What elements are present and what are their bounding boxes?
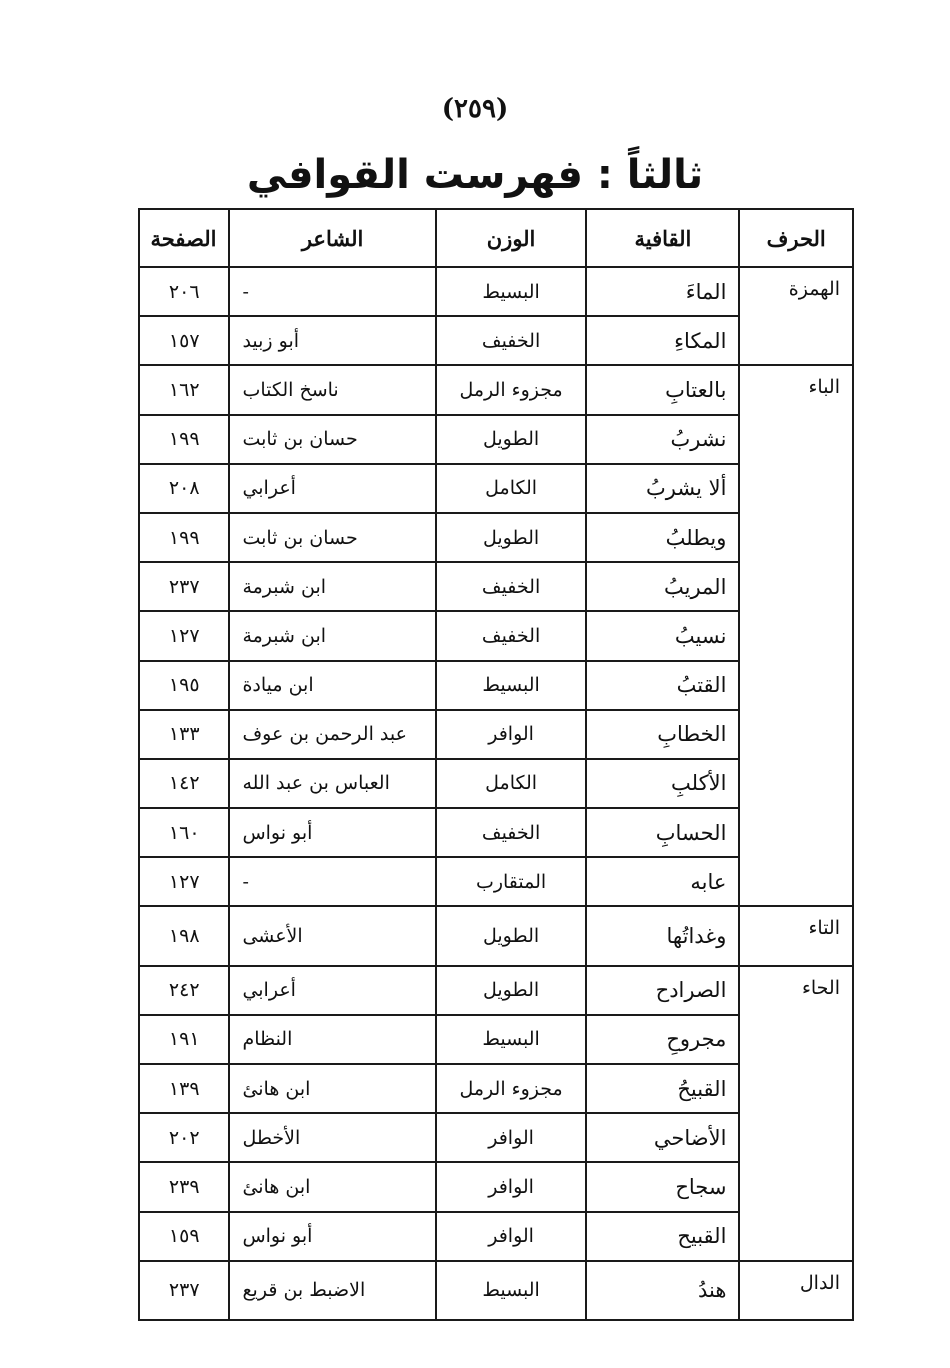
poet-cell: حسان بن ثابت <box>229 513 435 562</box>
page-cell: ١٩٩ <box>139 415 229 464</box>
page-cell: ٢٤٢ <box>139 966 229 1015</box>
poet-cell: أبو نواس <box>229 1212 435 1261</box>
page-cell: ١٣٩ <box>139 1064 229 1113</box>
page-cell: ١٩٨ <box>139 906 229 965</box>
meter-cell: الوافر <box>436 1212 587 1261</box>
rhyme-cell: القتبُ <box>586 661 739 710</box>
poet-cell: ابن ميادة <box>229 661 435 710</box>
page-cell: ٢٣٧ <box>139 1261 229 1320</box>
poet-cell: ابن هانئ <box>229 1064 435 1113</box>
table-row <box>139 906 853 965</box>
index-title: ثالثاً : فهرست القوافي <box>246 152 704 198</box>
header-rhyme: القافية <box>586 209 739 267</box>
letter-cell: التاء <box>739 906 853 965</box>
page-cell: ١٦٠ <box>139 808 229 857</box>
meter-cell: الخفيف <box>436 611 587 660</box>
rhyme-cell: وغداتُها <box>586 906 739 965</box>
rhyme-cell: نشربُ <box>586 415 739 464</box>
meter-cell: الطويل <box>436 513 587 562</box>
header-letter: الحرف <box>739 209 853 267</box>
page-cell: ٢٠٢ <box>139 1113 229 1162</box>
meter-cell: البسيط <box>436 267 587 316</box>
header-page: الصفحة <box>139 209 229 267</box>
page-cell: ١٦٢ <box>139 365 229 414</box>
letter-cell: الدال <box>739 1261 853 1320</box>
rhyme-cell: المكاءِ <box>586 316 739 365</box>
meter-cell: الوافر <box>436 1162 587 1211</box>
poet-cell: - <box>229 267 435 316</box>
page-cell: ١٩٩ <box>139 513 229 562</box>
page-cell: ١٥٩ <box>139 1212 229 1261</box>
rhyme-cell: عابه <box>586 857 739 906</box>
page-cell: ١٤٢ <box>139 759 229 808</box>
poet-cell: حسان بن ثابت <box>229 415 435 464</box>
poet-cell: ابن هانئ <box>229 1162 435 1211</box>
rhyme-cell: القبيح <box>586 1212 739 1261</box>
page-cell: ١٢٧ <box>139 611 229 660</box>
meter-cell: البسيط <box>436 1015 587 1064</box>
meter-cell: الطويل <box>436 906 587 965</box>
header-poet: الشاعر <box>229 209 435 267</box>
meter-cell: الخفيف <box>436 562 587 611</box>
rhyme-cell: الصرادح <box>586 966 739 1015</box>
rhyme-cell: الأكلبِ <box>586 759 739 808</box>
meter-cell: مجزوء الرمل <box>436 1064 587 1113</box>
rhyme-cell: بالعتابِ <box>586 365 739 414</box>
header-row <box>139 209 853 267</box>
meter-cell: الكامل <box>436 759 587 808</box>
meter-cell: البسيط <box>436 661 587 710</box>
table-row <box>139 1261 853 1320</box>
page-cell: ١٥٧ <box>139 316 229 365</box>
page-cell: ١٩١ <box>139 1015 229 1064</box>
poet-cell: الأخطل <box>229 1113 435 1162</box>
header-meter: الوزن <box>436 209 587 267</box>
page-cell: ٢٣٩ <box>139 1162 229 1211</box>
page-cell: ١٩٥ <box>139 661 229 710</box>
poet-cell: أبو زبيد <box>229 316 435 365</box>
rhyme-cell: الخطابِ <box>586 710 739 759</box>
meter-cell: الطويل <box>436 415 587 464</box>
meter-cell: الوافر <box>436 1113 587 1162</box>
page-cell: ١٣٣ <box>139 710 229 759</box>
poet-cell: ابن شبرمة <box>229 562 435 611</box>
meter-cell: المتقارب <box>436 857 587 906</box>
meter-cell: الخفيف <box>436 808 587 857</box>
table-row <box>139 966 853 1015</box>
page-cell: ٢٠٦ <box>139 267 229 316</box>
letter-cell: الباء <box>739 365 853 906</box>
meter-cell: الطويل <box>436 966 587 1015</box>
poet-cell: العباس بن عبد الله <box>229 759 435 808</box>
poet-cell: النظام <box>229 1015 435 1064</box>
meter-cell: الوافر <box>436 710 587 759</box>
table-body <box>139 267 853 1320</box>
poet-cell: ابن شبرمة <box>229 611 435 660</box>
letter-cell: الحاء <box>739 966 853 1261</box>
rhyme-cell: نسيبُ <box>586 611 739 660</box>
meter-cell: الكامل <box>436 464 587 513</box>
poet-cell: الاضبط بن قريع <box>229 1261 435 1320</box>
rhyme-cell: القبيحُ <box>586 1064 739 1113</box>
poet-cell: الأعشى <box>229 906 435 965</box>
table-row <box>139 365 853 414</box>
rhyme-cell: الحسابِ <box>586 808 739 857</box>
rhyme-cell: سجاح <box>586 1162 739 1211</box>
poet-cell: أعرابي <box>229 464 435 513</box>
poet-cell: ناسخ الكتاب <box>229 365 435 414</box>
meter-cell: البسيط <box>436 1261 587 1320</box>
poet-cell: أعرابي <box>229 966 435 1015</box>
rhyme-cell: هندُ <box>586 1261 739 1320</box>
rhyme-cell: ويطلبُ <box>586 513 739 562</box>
rhyme-cell: مجروحِ <box>586 1015 739 1064</box>
rhyme-cell: الماءَ <box>586 267 739 316</box>
poet-cell: - <box>229 857 435 906</box>
table-row <box>139 267 853 316</box>
poet-cell: عبد الرحمن بن عوف <box>229 710 435 759</box>
meter-cell: الخفيف <box>436 316 587 365</box>
poet-cell: أبو نواس <box>229 808 435 857</box>
page-cell: ١٢٧ <box>139 857 229 906</box>
letter-cell: الهمزة <box>739 267 853 365</box>
page-cell: ٢٣٧ <box>139 562 229 611</box>
rhyme-cell: ألا يشربُ <box>586 464 739 513</box>
rhyme-index-table <box>138 208 854 1321</box>
page-cell: ٢٠٨ <box>139 464 229 513</box>
rhyme-cell: الأضاحي <box>586 1113 739 1162</box>
meter-cell: مجزوء الرمل <box>436 365 587 414</box>
rhyme-cell: المريبُ <box>586 562 739 611</box>
page-number: (٢٥٩) <box>441 94 509 124</box>
